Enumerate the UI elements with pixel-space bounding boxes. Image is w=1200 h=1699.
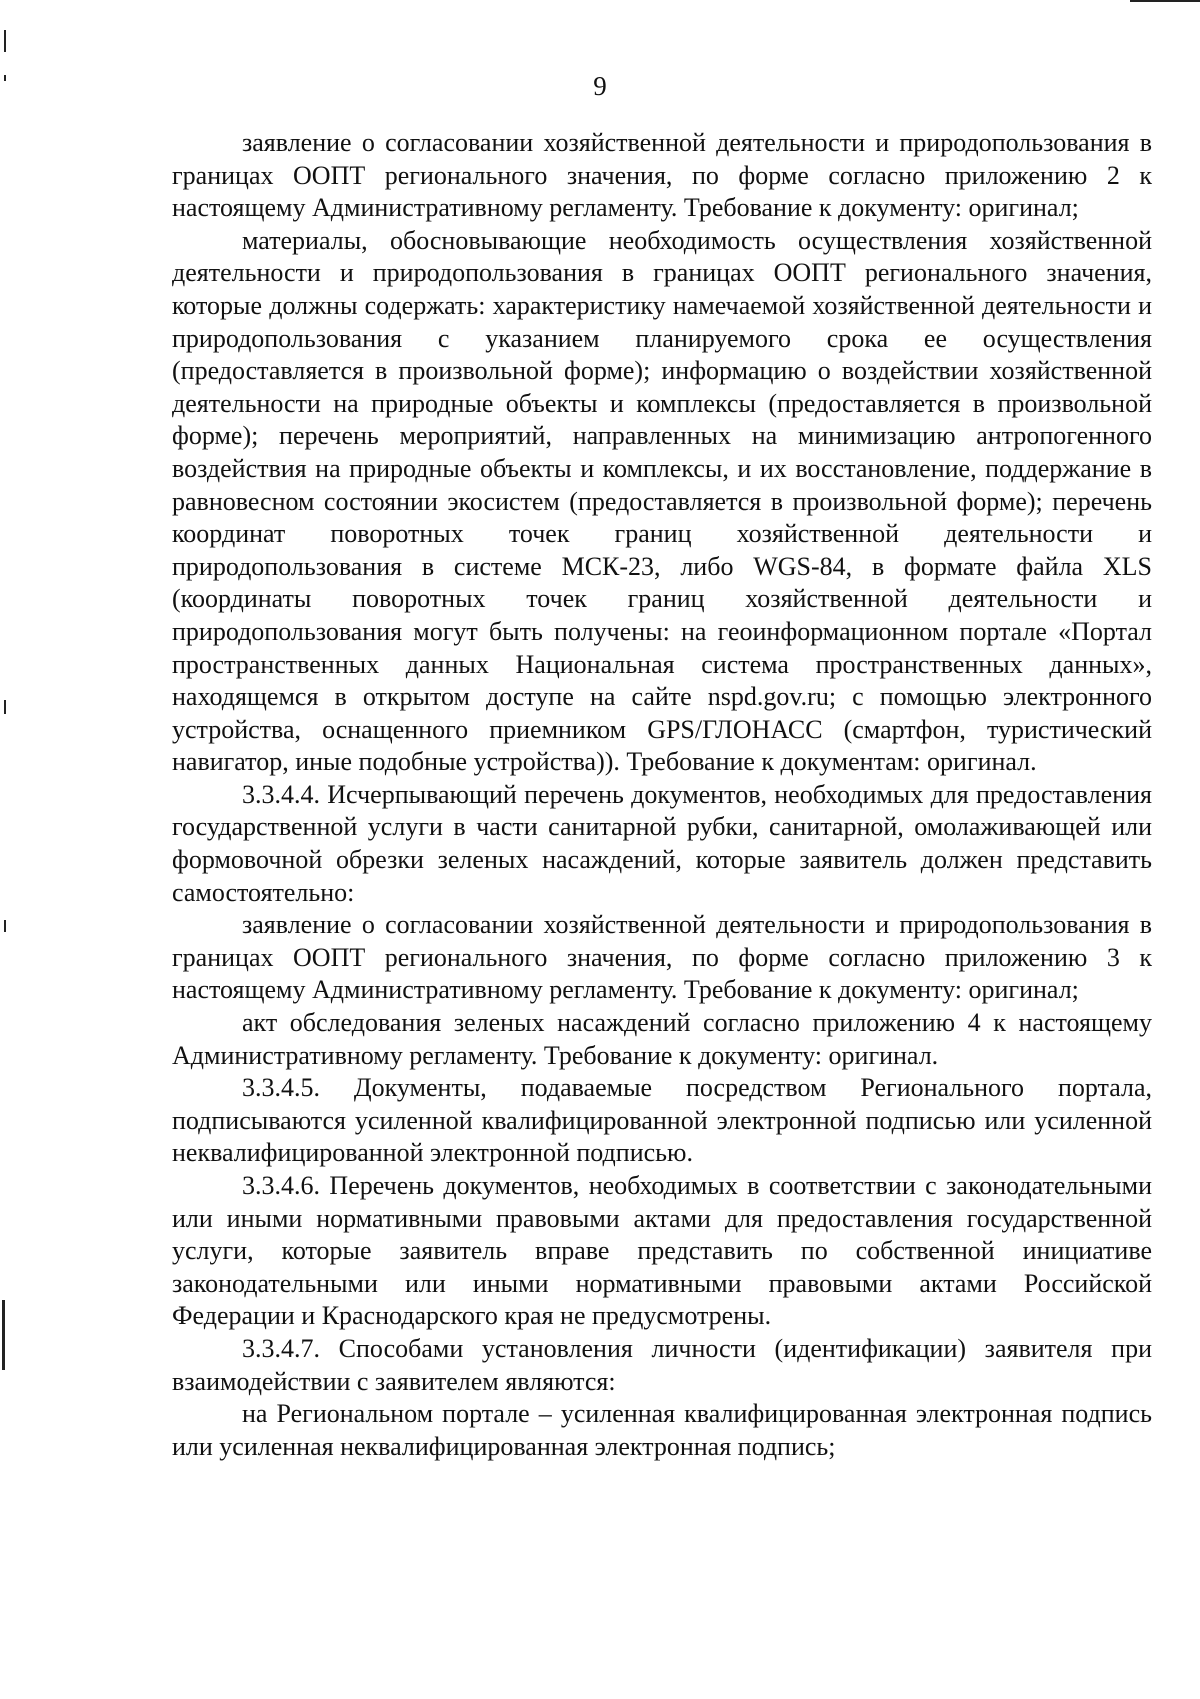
- scan-artifact: [4, 30, 6, 52]
- paragraph-regional-portal-signature: на Региональном портале – усиленная квалифицированная электронная подпись или усиленная неквалифицированная электронная подпись;: [172, 1399, 1152, 1461]
- paragraph-application-appendix-3: заявление о согласовании хозяйственной деятельности и природопользования в границах ООПТ регионального значения, по форме согласно приложению 3 к настоящему Административному регламенту. Требование к документу: оригинал;: [172, 910, 1152, 1005]
- scan-artifact: [2, 1300, 5, 1370]
- scan-artifact: [1130, 0, 1200, 2]
- paragraph-3-3-4-6: 3.3.4.6. Перечень документов, необходимых в соответствии с законодательными или иными нормативными правовыми актами для предоставления государственной услуги, которые заявитель вправе представить по собственной инициативе законодательными или иными нормативными правовыми актами Российской Федерации и Краснодарского края не предусмотрены.: [172, 1171, 1152, 1331]
- paragraph-supporting-materials: материалы, обосновывающие необходимость осуществления хозяйственной деятельности и природопользования в границах ООПТ регионального значения, которые должны содержать: характеристику намечаемой хозяйственной деятельности и природопользования с указанием планируемого срока ее осуществления (предоставляется в произвольной форме); информацию о воздействии хозяйственной деятельности на природные объекты и комплексы (предоставляется в произвольной форме); перечень мероприятий, направленных на минимизацию антропогенного воздействия на природные объекты и комплексы, и их восстановление, поддержание в равновесном состоянии экосистем (предоставляется в произвольной форме); перечень координат поворотных точек границ хозяйственной деятельности и природопользования в системе МСК-23, либо WGS-84, в формате файла XLS (координаты поворотных точек границ хозяйственной деятельности и природопользования могут быть получены: на геоинформационном портале «Портал пространственных данных Национальная система пространственных данных», находящемся в открытом доступе на сайте nspd.gov.ru; с помощью электронного устройства, оснащенного приемником GPS/ГЛОНАСС (смартфон, туристический навигатор, иные подобные устройства)). Требование к документам: оригинал.: [172, 225, 1152, 777]
- scan-artifact: [4, 700, 6, 714]
- paragraph-3-3-4-7: 3.3.4.7. Способами установления личности (идентификации) заявителя при взаимодействии с заявителем являются:: [172, 1333, 1152, 1396]
- paragraph-inspection-act: акт обследования зеленых насаждений согласно приложению 4 к настоящему Административному регламенту. Требование к документу: оригинал.: [172, 1008, 1152, 1070]
- scan-artifact: [4, 920, 6, 932]
- page-number: 9: [593, 71, 607, 101]
- paragraph-3-3-4-5: 3.3.4.5. Документы, подаваемые посредством Регионального портала, подписываются усиленной квалифицированной электронной подписью или усиленной неквалифицированной электронной подписью.: [172, 1073, 1152, 1168]
- paragraph-3-3-4-4: 3.3.4.4. Исчерпывающий перечень документов, необходимых для предоставления государственной услуги в части санитарной рубки, санитарной, омолаживающей или формовочной обрезки зеленых насаждений, которые заявитель должен представить самостоятельно:: [172, 779, 1152, 907]
- paragraph-application-appendix-2: заявление о согласовании хозяйственной деятельности и природопользования в границах ООПТ регионального значения, по форме согласно приложению 2 к настоящему Административному регламенту. Требование к документу: оригинал;: [172, 128, 1152, 223]
- document-body: [172, 127, 1152, 1463]
